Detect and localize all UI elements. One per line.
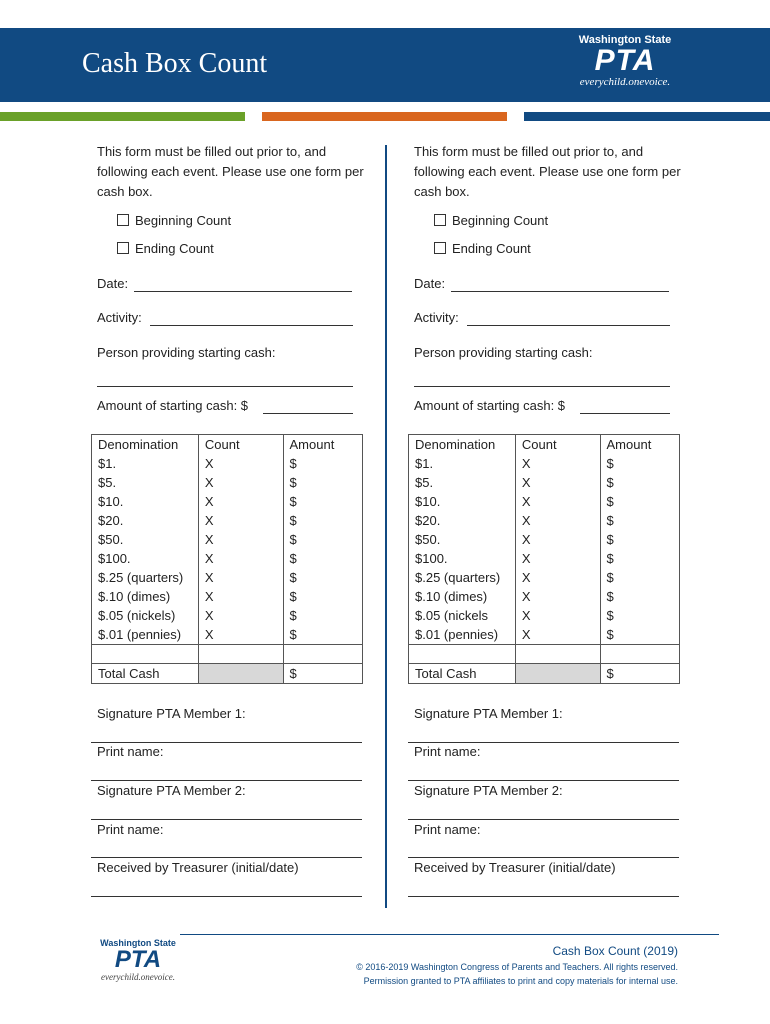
- footer-copyright: © 2016-2019 Washington Congress of Parents and Teachers. All rights reserved.: [356, 962, 678, 972]
- amount-cell[interactable]: $: [283, 530, 362, 549]
- print-name-1-label: Print name:: [97, 744, 164, 759]
- blank-cell: [92, 645, 199, 664]
- amount-cell[interactable]: $: [600, 606, 679, 625]
- date-field[interactable]: [451, 291, 669, 292]
- total-label: Total Cash: [92, 664, 199, 684]
- denomination-cell: $.10 (dimes): [409, 587, 516, 606]
- count-cell[interactable]: X: [198, 511, 283, 530]
- beginning-count-checkbox[interactable]: [117, 213, 231, 228]
- count-cell[interactable]: X: [198, 568, 283, 587]
- total-label: Total Cash: [409, 664, 516, 684]
- logo-pta: PTA: [594, 44, 656, 77]
- denomination-cell: $5.: [409, 473, 516, 492]
- footer-pta-logo: [88, 938, 188, 982]
- print-name-1-field[interactable]: [408, 780, 679, 781]
- treasurer-label: Received by Treasurer (initial/date): [97, 860, 299, 875]
- count-cell[interactable]: X: [198, 473, 283, 492]
- amount-cell[interactable]: $: [283, 454, 362, 473]
- amount-cell[interactable]: $: [283, 625, 362, 645]
- count-cell[interactable]: X: [198, 625, 283, 645]
- denomination-cell: $50.: [409, 530, 516, 549]
- checkbox-label: Beginning Count: [452, 213, 549, 228]
- denomination-table: [408, 434, 680, 684]
- count-cell[interactable]: X: [198, 454, 283, 473]
- logo-tagline: everychild.onevoice.: [579, 76, 671, 88]
- denomination-cell: $1.: [92, 454, 199, 473]
- signature-2-field[interactable]: [408, 819, 679, 820]
- amount-cell[interactable]: $: [283, 492, 362, 511]
- ending-count-checkbox[interactable]: [117, 241, 214, 256]
- count-cell[interactable]: X: [198, 492, 283, 511]
- blank-cell: [198, 645, 283, 664]
- amount-cell[interactable]: $: [600, 530, 679, 549]
- print-name-2-field[interactable]: [408, 857, 679, 858]
- amount-field[interactable]: [263, 413, 353, 414]
- form-intro: This form must be filled out prior to, and following each event. Please use one form per cash box.: [97, 144, 364, 199]
- count-cell[interactable]: X: [515, 530, 600, 549]
- denomination-cell: $20.: [409, 511, 516, 530]
- amount-cell[interactable]: $: [283, 606, 362, 625]
- count-cell[interactable]: X: [515, 587, 600, 606]
- person-field[interactable]: [97, 386, 353, 387]
- blank-cell: [409, 645, 516, 664]
- footer-title: Cash Box Count (2019): [552, 944, 678, 958]
- treasurer-field[interactable]: [91, 896, 362, 897]
- print-name-2-label: Print name:: [97, 822, 164, 837]
- count-cell[interactable]: X: [515, 568, 600, 587]
- print-name-2-field[interactable]: [91, 857, 362, 858]
- pta-logo: [560, 34, 690, 96]
- total-amount-cell[interactable]: $: [600, 664, 679, 684]
- amount-cell[interactable]: $: [600, 492, 679, 511]
- date-label: Date:: [414, 276, 446, 291]
- checkbox-icon: [434, 214, 446, 226]
- ending-count-checkbox[interactable]: [434, 241, 531, 256]
- footer-logo-state: Washington State: [100, 938, 176, 948]
- footer-logo-tagline: everychild.onevoice.: [101, 972, 175, 982]
- logo-state: Washington State: [578, 34, 672, 46]
- denomination-cell: $100.: [92, 549, 199, 568]
- activity-field[interactable]: [150, 325, 353, 326]
- blank-cell: [283, 645, 362, 664]
- amount-cell[interactable]: $: [600, 568, 679, 587]
- amount-cell[interactable]: $: [283, 568, 362, 587]
- signature-1-field[interactable]: [91, 742, 362, 743]
- header-amount: Amount: [600, 435, 679, 455]
- accent-bar-green: [0, 112, 245, 121]
- accent-bar-blue: [524, 112, 770, 121]
- accent-bar-orange: [262, 112, 507, 121]
- checkbox-icon: [117, 214, 129, 226]
- page-title: Cash Box Count: [82, 48, 268, 79]
- treasurer-label: Received by Treasurer (initial/date): [414, 860, 616, 875]
- beginning-count-checkbox[interactable]: [434, 213, 548, 228]
- activity-label: Activity:: [97, 310, 142, 325]
- signature-1-label: Signature PTA Member 1:: [414, 706, 563, 721]
- denomination-cell: $50.: [92, 530, 199, 549]
- count-cell[interactable]: X: [198, 587, 283, 606]
- form-intro: This form must be filled out prior to, and following each event. Please use one form per cash box.: [414, 144, 681, 199]
- denomination-cell: $.25 (quarters): [409, 568, 516, 587]
- count-cell[interactable]: X: [515, 473, 600, 492]
- denomination-cell: $20.: [92, 511, 199, 530]
- amount-label: Amount of starting cash: $: [414, 398, 566, 413]
- amount-cell[interactable]: $: [283, 587, 362, 606]
- blank-cell: [515, 645, 600, 664]
- denomination-cell: $5.: [92, 473, 199, 492]
- denomination-cell: $1.: [409, 454, 516, 473]
- date-label: Date:: [97, 276, 129, 291]
- total-amount-cell[interactable]: $: [283, 664, 362, 684]
- count-cell[interactable]: X: [515, 454, 600, 473]
- denomination-cell: $.25 (quarters): [92, 568, 199, 587]
- person-label: Person providing starting cash:: [414, 345, 593, 360]
- amount-cell[interactable]: $: [283, 473, 362, 492]
- header-banner: [0, 28, 770, 102]
- header-denomination: Denomination: [409, 435, 516, 455]
- amount-field[interactable]: [580, 413, 670, 414]
- count-cell[interactable]: X: [198, 530, 283, 549]
- date-field[interactable]: [134, 291, 352, 292]
- amount-cell[interactable]: $: [600, 473, 679, 492]
- activity-field[interactable]: [467, 325, 670, 326]
- signature-2-field[interactable]: [91, 819, 362, 820]
- denomination-cell: $.05 (nickels: [409, 606, 516, 625]
- checkbox-label: Ending Count: [135, 241, 214, 256]
- amount-cell[interactable]: $: [600, 454, 679, 473]
- print-name-2-label: Print name:: [414, 822, 481, 837]
- header-amount: Amount: [283, 435, 362, 455]
- amount-cell[interactable]: $: [600, 549, 679, 568]
- count-cell[interactable]: X: [198, 606, 283, 625]
- count-cell[interactable]: X: [515, 511, 600, 530]
- header-denomination: Denomination: [92, 435, 199, 455]
- column-divider: [385, 145, 387, 908]
- print-name-1-field[interactable]: [91, 780, 362, 781]
- denomination-table: [91, 434, 363, 684]
- signature-1-label: Signature PTA Member 1:: [97, 706, 246, 721]
- amount-cell[interactable]: $: [600, 511, 679, 530]
- checkbox-label: Ending Count: [452, 241, 531, 256]
- header-count: Count: [515, 435, 600, 455]
- signature-2-label: Signature PTA Member 2:: [414, 783, 563, 798]
- denomination-cell: $10.: [92, 492, 199, 511]
- amount-cell[interactable]: $: [600, 625, 679, 645]
- count-cell[interactable]: X: [515, 492, 600, 511]
- checkbox-label: Beginning Count: [135, 213, 232, 228]
- checkbox-icon: [434, 242, 446, 254]
- person-label: Person providing starting cash:: [97, 345, 276, 360]
- checkbox-icon: [117, 242, 129, 254]
- denomination-cell: $.10 (dimes): [92, 587, 199, 606]
- denomination-cell: $.01 (pennies): [92, 625, 199, 645]
- amount-label: Amount of starting cash: $: [97, 398, 249, 413]
- person-field[interactable]: [414, 386, 670, 387]
- count-cell[interactable]: X: [515, 625, 600, 645]
- activity-label: Activity:: [414, 310, 459, 325]
- footer-divider: [180, 934, 719, 935]
- denomination-cell: $.01 (pennies): [409, 625, 516, 645]
- denomination-cell: $100.: [409, 549, 516, 568]
- header-count: Count: [198, 435, 283, 455]
- signature-1-field[interactable]: [408, 742, 679, 743]
- signature-2-label: Signature PTA Member 2:: [97, 783, 246, 798]
- total-count-shaded: [515, 664, 600, 684]
- amount-cell[interactable]: $: [600, 587, 679, 606]
- footer-logo-pta: PTA: [114, 946, 162, 973]
- denomination-cell: $10.: [409, 492, 516, 511]
- amount-cell[interactable]: $: [283, 511, 362, 530]
- amount-cell[interactable]: $: [283, 549, 362, 568]
- denomination-cell: $.05 (nickels): [92, 606, 199, 625]
- total-count-shaded: [198, 664, 283, 684]
- count-cell[interactable]: X: [198, 549, 283, 568]
- count-cell[interactable]: X: [515, 549, 600, 568]
- count-cell[interactable]: X: [515, 606, 600, 625]
- footer-permission: Permission granted to PTA affiliates to print and copy materials for internal use.: [363, 976, 678, 986]
- treasurer-field[interactable]: [408, 896, 679, 897]
- blank-cell: [600, 645, 679, 664]
- print-name-1-label: Print name:: [414, 744, 481, 759]
